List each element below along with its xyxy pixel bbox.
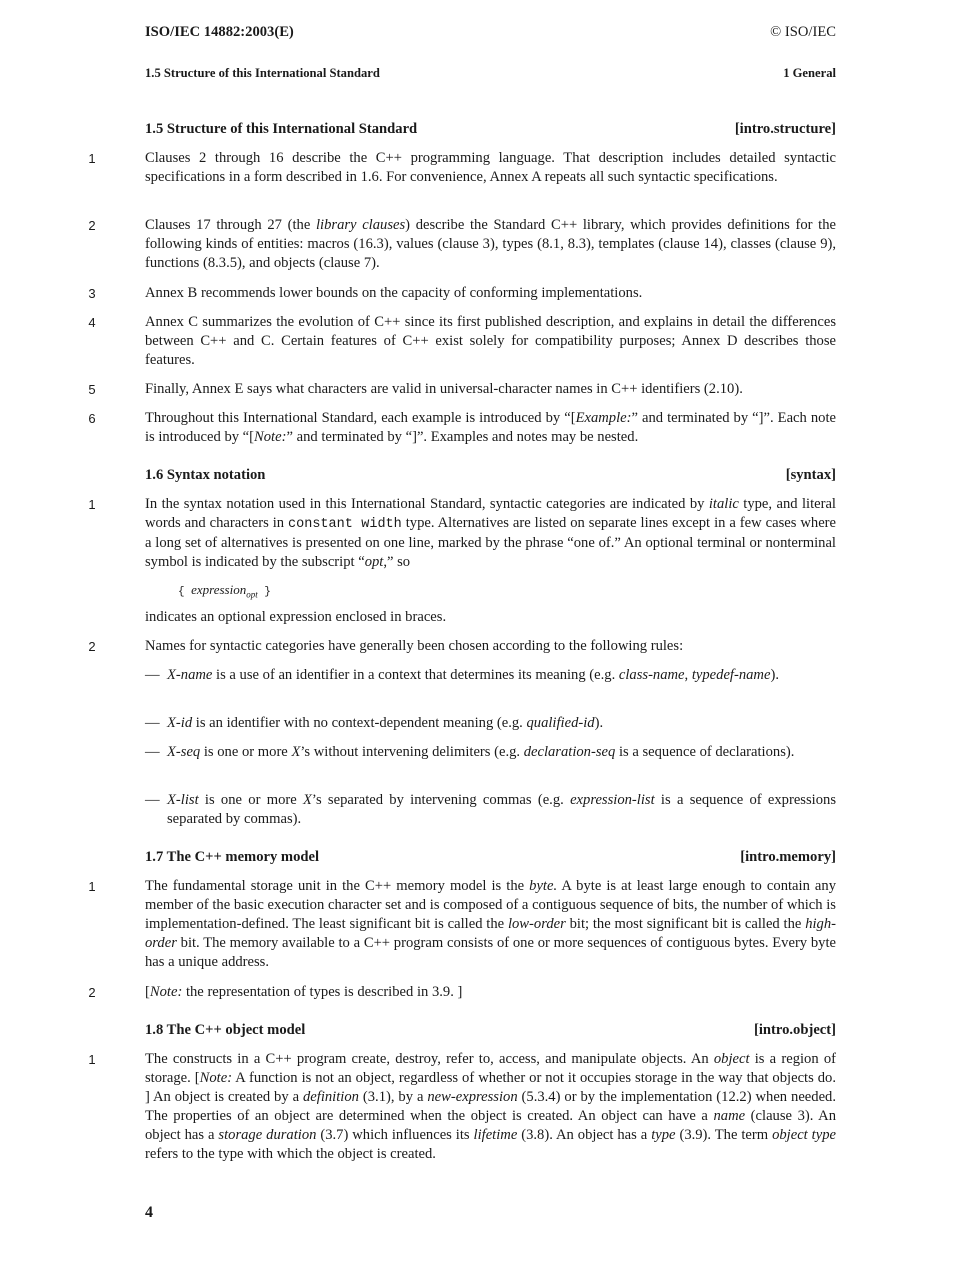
paragraph-number: 2 [88, 985, 96, 1000]
paragraph-number: 5 [88, 382, 96, 397]
paragraph-number: 2 [88, 218, 96, 233]
paragraph-1-5-4: Annex C summarizes the evolution of C++ since its first published description, and explains in detail the differences between C++ and C. Certain features of C++ exist solely for compatibility purposes; Annex D describes those features. [145, 314, 836, 368]
section-title: 1.7 The C++ memory model [145, 849, 320, 865]
section-tag: [intro.structure] [734, 121, 836, 137]
dash-bullet: — [145, 667, 160, 683]
copyright-notice: © ISO/IEC [770, 24, 836, 40]
list-item: — X-name is a use of an identifier in a context that determines its meaning (e.g. class-name, typedef-name). [145, 667, 779, 683]
paragraph-1-6-1: In the syntax notation used in this International Standard, syntactic categories are indicated by italic type, and literal words and characters in constant width type. Alternatives are listed on separate lines except in a few cases where a long set of alternatives is presented on one line, marked by the phrase “one of.” An optional terminal or nonterminal symbol is indicated by the subscript “opt,” so [145, 496, 837, 570]
paragraph-number: 1 [88, 879, 96, 894]
section-title: 1.5 Structure of this International Standard [145, 121, 418, 137]
list-item: — X-seq is one or more X’s without intervening delimiters (e.g. declaration-seq is a sequence of declarations). [145, 744, 795, 760]
paragraph-number: 3 [88, 286, 96, 301]
paragraph-number: 1 [88, 1052, 96, 1067]
section-title: 1.8 The C++ object model [145, 1022, 306, 1038]
document-id: ISO/IEC 14882:2003(E) [145, 24, 294, 40]
paragraph-number: 6 [88, 411, 96, 426]
list-item: — X-id is an identifier with no context-dependent meaning (e.g. qualified-id). [145, 715, 604, 731]
syntax-example: { expression$_{opt}$ } [178, 582, 271, 600]
paragraph-1-5-2: Clauses 17 through 27 (the library clauses) describe the Standard C++ library, which provides definitions for the following kinds of entities: macros (16.3), values (clause 3), types (8.1, 8.3), templates (clause 14), classes (clause 9), functions (8.3.5), and objects (clause 7). [145, 217, 836, 271]
section-title: 1.6 Syntax notation [145, 467, 266, 483]
section-tag: [syntax] [785, 467, 836, 483]
paragraph-number: 2 [88, 639, 96, 654]
dash-bullet: — [145, 715, 160, 731]
paragraph-number: 4 [88, 315, 96, 330]
paragraph-number: 1 [88, 497, 96, 512]
section-tag: [intro.object] [754, 1022, 836, 1038]
paragraph-1-7-1: The fundamental storage unit in the C++ memory model is the byte. A byte is at least large enough to contain any member of the basic execution character set and is composed of a contiguous sequence of bits, the number of which is implementation-defined. The least significant bit is called the low-order bit; the most significant bit is called the high-order bit. The memory available to a C++ program consists of one or more sequences of contiguous bytes. Every byte has a unique address. [145, 878, 836, 970]
section-heading-1-8 [145, 1021, 836, 1040]
paragraph-1-6-2: Names for syntactic categories have generally been chosen according to the following rules: [145, 638, 684, 654]
paragraph-1-7-2: [Note: the representation of types is described in 3.9. ] [145, 984, 463, 1000]
paragraph-1-5-1: Clauses 2 through 16 describe the C++ programming language. That description includes detailed syntactic specifications in a form described in 1.6. For convenience, Annex A repeats all such syntactic specifications. [145, 150, 836, 185]
dash-bullet: — [145, 792, 160, 808]
running-chapter-title: 1 General [783, 66, 836, 80]
dash-bullet: — [145, 744, 160, 760]
section-heading-1-6 [145, 466, 836, 485]
section-heading-1-5 [145, 120, 836, 139]
section-heading-1-7 [145, 848, 836, 867]
paragraph-1-8-1: The constructs in a C++ program create, destroy, refer to, access, and manipulate objects. An object is a region of storage. [Note: A function is not an object, regardless of whether or not it occupies storage in the way that objects do. ] An object is created by a definition (3.1), by a new-expression (5.3.4) or by the implementation (12.2) when needed. The properties of an object are determined when the object is created. An object can have a name (clause 3). An object has a storage duration (3.7) which influences its lifetime (3.8). An object has a type (3.9). The term object type refers to the type with which the object is created. [145, 1051, 837, 1162]
paragraph-continuation: indicates an optional expression enclosed in braces. [145, 609, 447, 625]
paragraph-1-5-5: Finally, Annex E says what characters are valid in universal-character names in C++ identifiers (2.10). [145, 381, 743, 397]
paragraph-1-5-3: Annex B recommends lower bounds on the capacity of conforming implementations. [145, 285, 643, 301]
page-number: 4 [145, 1204, 153, 1221]
running-section-title: 1.5 Structure of this International Standard [145, 66, 380, 80]
list-item: — X-list is one or more X’s separated by intervening commas (e.g. expression-list is a sequence of expressions separated by commas). [145, 792, 836, 827]
paragraph-1-5-6: Throughout this International Standard, each example is introduced by “[Example:” and terminated by “]”. Each note is introduced by “[Note:” and terminated by “]”. Examples and notes may be nested. [145, 410, 836, 445]
paragraph-number: 1 [88, 151, 96, 166]
section-tag: [intro.memory] [740, 849, 836, 865]
